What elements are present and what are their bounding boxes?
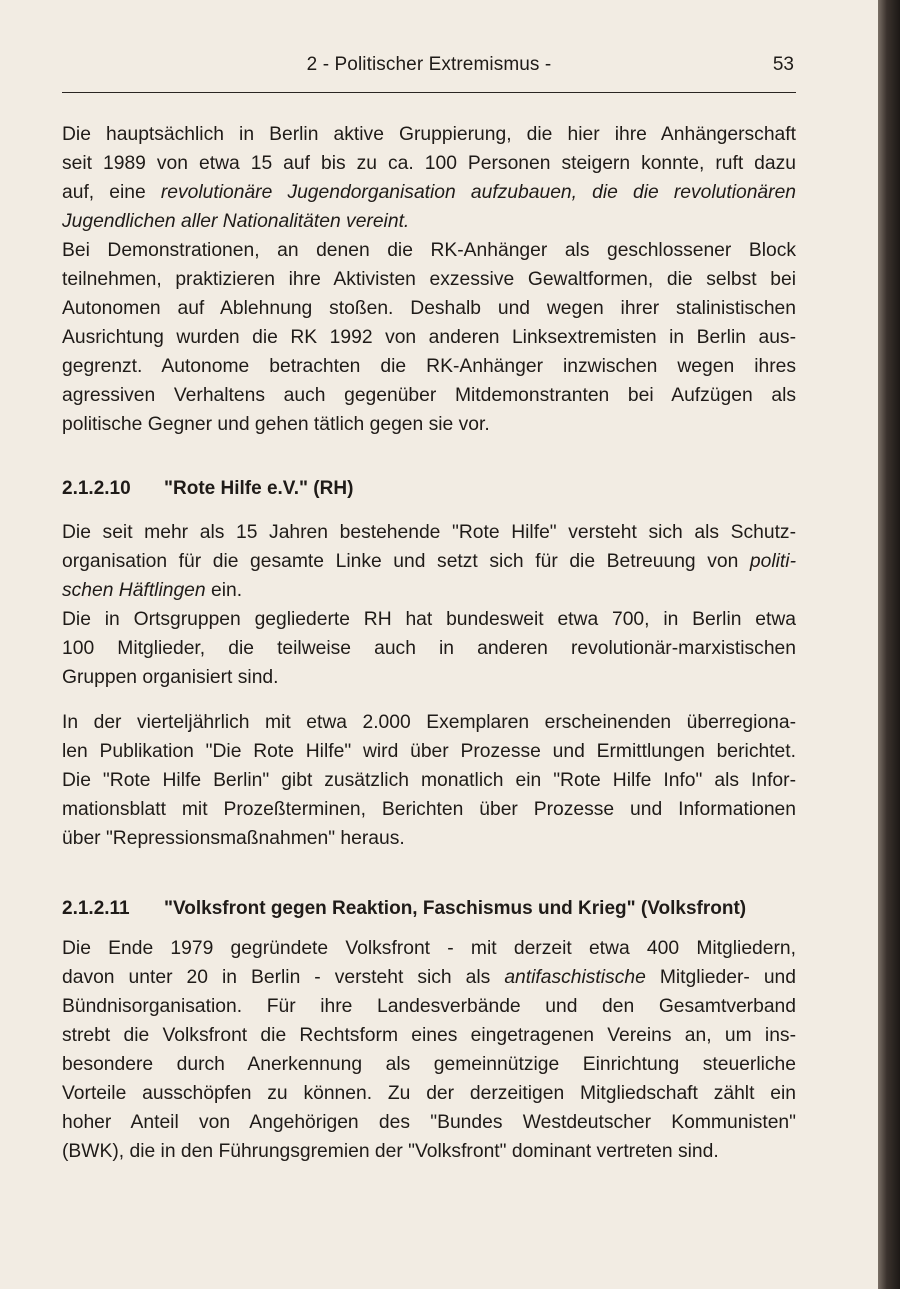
text-line: über "Repressionsmaßnahmen" heraus. <box>62 828 405 849</box>
paragraph-rh-membership <box>62 605 796 692</box>
book-spine-edge <box>878 0 900 1289</box>
text-line: besondere durch Anerkennung als gemeinnützige Einrichtung steuerliche <box>62 1054 796 1075</box>
italic-text: antifaschistische <box>504 967 646 988</box>
italic-text: politi- <box>749 551 796 572</box>
text-line: mationsblatt mit Prozeßterminen, Berichten über Prozesse und Informationen <box>62 799 796 820</box>
section-heading-volksfront <box>62 898 796 920</box>
page-number: 53 <box>772 54 794 75</box>
paragraph-rk-intro <box>62 120 796 236</box>
text-line: Bündnisorganisation. Für ihre Landesverbände und den Gesamtverband <box>62 996 796 1017</box>
text-line: Die in Ortsgruppen gegliederte RH hat bundesweit etwa 700, in Berlin etwa <box>62 609 796 630</box>
section-number: 2.1.2.11 <box>62 898 130 919</box>
text-line: Bei Demonstrationen, an denen die RK-Anhänger als geschlossener Block <box>62 240 796 261</box>
text-line: schen Häftlingen ein. <box>62 580 243 601</box>
text-line: Gruppen organisiert sind. <box>62 667 279 688</box>
text-line: Die Ende 1979 gegründete Volksfront - mit derzeit etwa 400 Mitgliedern, <box>62 938 796 959</box>
text-line: auf, eine revolutionäre Jugendorganisation aufzubauen, die die revolutionären <box>62 182 797 203</box>
text-line: seit 1989 von etwa 15 auf bis zu ca. 100 Personen steigern konnte, ruft dazu <box>62 153 796 174</box>
paragraph-volksfront <box>62 934 796 1166</box>
text-line <box>62 207 796 236</box>
text-line: 100 Mitglieder, die teilweise auch in anderen revolutionär-marxistischen <box>62 638 796 659</box>
text-line: Ausrichtung wurden die RK 1992 von anderen Linksextremisten in Berlin aus- <box>62 327 796 348</box>
italic-text: schen Häftlingen <box>62 580 206 601</box>
section-number: 2.1.2.10 <box>62 478 131 499</box>
text-line: Die seit mehr als 15 Jahren bestehende "Rote Hilfe" versteht sich als Schutz- <box>62 522 796 543</box>
text-line: agressiven Verhaltens auch gegenüber Mitdemonstranten bei Aufzügen als <box>62 385 796 406</box>
paragraph-rh-intro <box>62 518 796 605</box>
page-header <box>62 54 796 84</box>
paragraph-rk-demonstrations <box>62 236 796 439</box>
running-title: 2 - Politischer Extremismus - <box>306 54 552 75</box>
italic-text: Jugendlichen aller Nationalitäten vereint. <box>62 211 410 232</box>
text-line: len Publikation "Die Rote Hilfe" wird über Prozesse und Ermittlungen berichtet. <box>62 741 796 762</box>
text-line: Autonomen auf Ablehnung stoßen. Deshalb und wegen ihrer stalinistischen <box>62 298 796 319</box>
text-line: Die "Rote Hilfe Berlin" gibt zusätzlich monatlich ein "Rote Hilfe Info" als Infor- <box>62 770 796 791</box>
text-line: teilnehmen, praktizieren ihre Aktivisten exzessive Gewaltformen, die selbst bei <box>62 269 796 290</box>
text-line: hoher Anteil von Angehörigen des "Bundes Westdeutscher Kommunisten" <box>62 1112 796 1133</box>
text-line: In der vierteljährlich mit etwa 2.000 Exemplaren erscheinenden überregiona- <box>62 712 796 733</box>
italic-text: revolutionäre Jugendorganisation aufzubauen, die die revolutionären <box>160 182 797 203</box>
section-title: "Rote Hilfe e.V." (RH) <box>164 478 354 499</box>
text-line: organisation für die gesamte Linke und setzt sich für die Betreuung von politi- <box>62 551 796 572</box>
text-line: Die hauptsächlich in Berlin aktive Gruppierung, die hier ihre Anhängerschaft <box>62 124 796 145</box>
text-line: strebt die Volksfront die Rechtsform eines eingetragenen Vereins an, um ins- <box>62 1025 796 1046</box>
text-line: politische Gegner und gehen tätlich gegen sie vor. <box>62 414 490 435</box>
text-line: Vorteile ausschöpfen zu können. Zu der derzeitigen Mitgliedschaft zählt ein <box>62 1083 796 1104</box>
text-line: gegrenzt. Autonome betrachten die RK-Anhänger inzwischen wegen ihres <box>62 356 796 377</box>
paragraph-rh-publication <box>62 708 796 853</box>
section-title: "Volksfront gegen Reaktion, Faschismus und Krieg" (Volksfront) <box>164 898 747 919</box>
text-line: (BWK), die in den Führungsgremien der "Volksfront" dominant vertreten sind. <box>62 1141 719 1162</box>
section-heading-rote-hilfe <box>62 478 796 500</box>
header-rule <box>62 92 796 93</box>
text-line: davon unter 20 in Berlin - versteht sich als antifaschistische Mitglieder- und <box>62 967 797 988</box>
